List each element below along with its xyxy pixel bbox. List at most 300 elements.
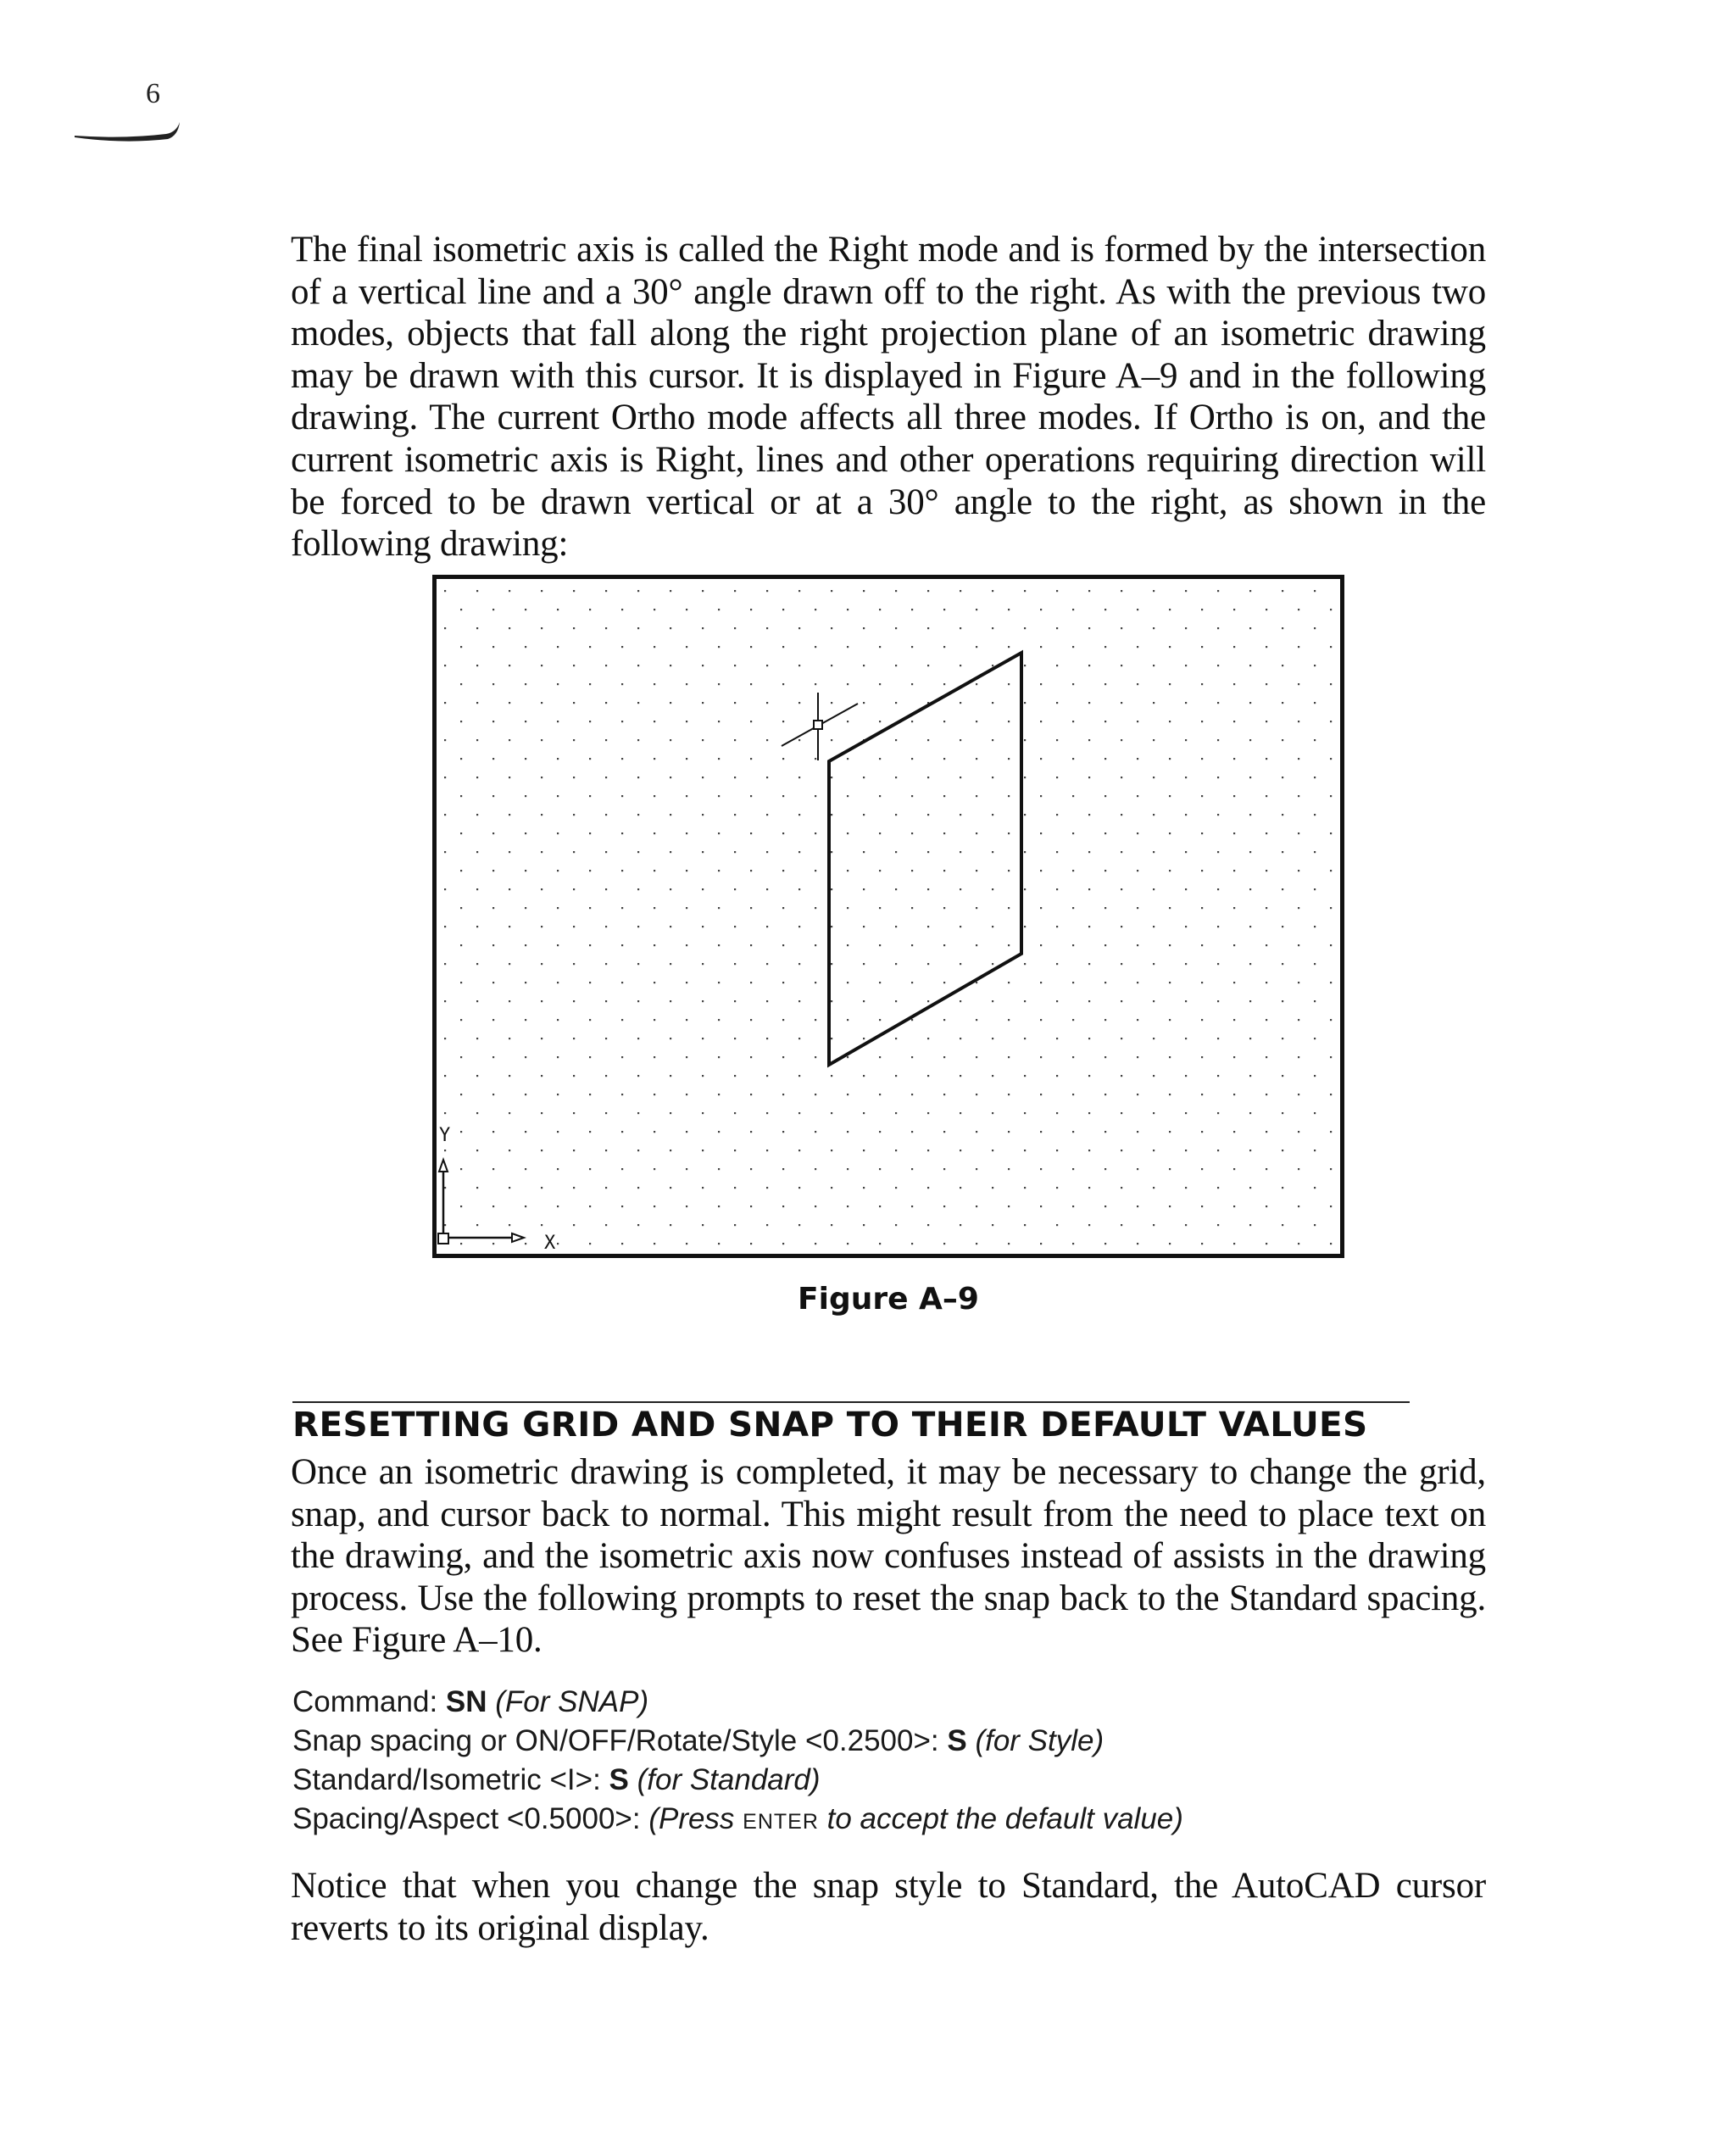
grid-dot <box>573 851 575 853</box>
grid-dot <box>960 888 961 890</box>
grid-dot <box>557 795 559 797</box>
grid-dot <box>557 982 559 983</box>
enter-key-label: ENTER <box>743 1810 819 1834</box>
grid-dot <box>782 721 784 722</box>
grid-dot <box>509 665 510 666</box>
grid-dot <box>992 1187 993 1189</box>
grid-dot <box>1330 944 1332 946</box>
grid-dot <box>1008 907 1010 909</box>
grid-dot <box>1104 721 1106 722</box>
grid-dot <box>670 1150 671 1151</box>
grid-dot <box>895 1112 897 1114</box>
grid-dot <box>460 982 462 983</box>
grid-dot <box>1282 814 1283 816</box>
grid-dot <box>879 758 881 760</box>
grid-dot <box>1088 665 1090 666</box>
grid-dot <box>1330 1205 1332 1207</box>
grid-dot <box>1137 1243 1138 1244</box>
grid-dot <box>1153 1000 1155 1002</box>
grid-dot <box>702 590 704 592</box>
grid-dot <box>1072 1056 1074 1058</box>
grid-dot <box>492 1131 494 1133</box>
grid-dot <box>509 851 510 853</box>
grid-dot <box>1040 982 1042 983</box>
grid-dot <box>509 1000 510 1002</box>
grid-dot <box>460 1205 462 1207</box>
grid-dot <box>943 832 945 834</box>
grid-dot <box>1249 1075 1251 1077</box>
grid-dot <box>766 739 768 741</box>
grid-dot <box>589 683 591 685</box>
grid-dot <box>1217 1187 1219 1189</box>
grid-dot <box>863 1112 865 1114</box>
grid-dot <box>798 1150 800 1151</box>
grid-dot <box>1072 870 1074 871</box>
grid-dot <box>589 870 591 871</box>
grid-dot <box>1233 1205 1235 1207</box>
grid-dot <box>782 683 784 685</box>
grid-dot <box>686 683 687 685</box>
grid-dot <box>1201 683 1203 685</box>
grid-dot <box>1088 1112 1090 1114</box>
grid-dot <box>863 814 865 816</box>
grid-dot <box>509 590 510 592</box>
grid-dot <box>831 1000 832 1002</box>
grid-dot <box>1249 702 1251 704</box>
grid-dot <box>831 702 832 704</box>
grid-dot <box>1249 1038 1251 1039</box>
grid-dot <box>525 832 526 834</box>
grid-dot <box>621 944 623 946</box>
grid-dot <box>1169 1205 1171 1207</box>
grid-dot <box>702 963 704 965</box>
grid-dot <box>573 1075 575 1077</box>
grid-dot <box>589 1168 591 1170</box>
grid-dot <box>895 851 897 853</box>
grid-dot <box>492 1094 494 1095</box>
grid-dot <box>541 888 542 890</box>
grid-dot <box>1169 683 1171 685</box>
grid-dot <box>847 1019 849 1021</box>
grid-dot <box>573 1224 575 1226</box>
grid-dot <box>509 1150 510 1151</box>
grid-dot <box>992 814 993 816</box>
grid-dot <box>492 1205 494 1207</box>
grid-dot <box>637 702 639 704</box>
grid-dot <box>637 814 639 816</box>
grid-dot <box>815 1205 816 1207</box>
grid-dot <box>541 627 542 629</box>
grid-dot <box>1201 721 1203 722</box>
grid-dot <box>943 1131 945 1133</box>
grid-dot <box>1121 963 1122 965</box>
grid-dot <box>460 683 462 685</box>
grid-dot <box>621 609 623 610</box>
grid-dot <box>734 1075 736 1077</box>
grid-dot <box>637 1075 639 1077</box>
grid-dot <box>1233 795 1235 797</box>
grid-dot <box>573 1000 575 1002</box>
grid-dot <box>976 758 977 760</box>
grid-dot <box>718 646 720 648</box>
grid-dot <box>525 870 526 871</box>
grid-dot <box>863 1075 865 1077</box>
grid-dot <box>1282 739 1283 741</box>
grid-dot <box>654 982 655 983</box>
grid-dot <box>1153 665 1155 666</box>
grid-dot <box>1298 944 1299 946</box>
grid-dot <box>815 907 816 909</box>
grid-dot <box>1040 609 1042 610</box>
grid-dot <box>750 758 752 760</box>
grid-dot <box>863 1150 865 1151</box>
grid-dot <box>750 609 752 610</box>
grid-dot <box>1008 683 1010 685</box>
grid-dot <box>1282 627 1283 629</box>
section-rule <box>292 1401 1410 1403</box>
grid-dot <box>927 888 929 890</box>
grid-dot <box>1137 646 1138 648</box>
grid-dot <box>847 907 849 909</box>
grid-dot <box>654 1243 655 1244</box>
grid-dot <box>702 702 704 704</box>
grid-dot <box>670 926 671 927</box>
grid-dot <box>492 907 494 909</box>
grid-dot <box>589 1243 591 1244</box>
grid-dot <box>557 646 559 648</box>
grid-dot <box>1024 1038 1026 1039</box>
grid-dot <box>1249 963 1251 965</box>
grid-dot <box>1201 758 1203 760</box>
grid-dot <box>1104 758 1106 760</box>
grid-dot <box>1217 665 1219 666</box>
grid-dot <box>1282 963 1283 965</box>
grid-dot <box>750 982 752 983</box>
grid-dot <box>863 777 865 778</box>
grid-dot <box>798 851 800 853</box>
grid-dot <box>1008 609 1010 610</box>
grid-dot <box>1121 702 1122 704</box>
grid-dot <box>1024 777 1026 778</box>
grid-dot <box>605 1075 607 1077</box>
grid-dot <box>541 851 542 853</box>
grid-dot <box>976 1243 977 1244</box>
grid-dot <box>476 814 478 816</box>
grid-dot <box>557 832 559 834</box>
grid-dot <box>654 646 655 648</box>
grid-dot <box>605 814 607 816</box>
grid-dot <box>670 1224 671 1226</box>
grid-dot <box>460 609 462 610</box>
grid-dot <box>1088 1187 1090 1189</box>
grid-dot <box>573 963 575 965</box>
grid-dot <box>605 851 607 853</box>
grid-dot <box>927 590 929 592</box>
grid-dot <box>1185 665 1187 666</box>
command-line-1: Command: SN (For SNAP) <box>292 1685 649 1718</box>
grid-dot <box>1169 832 1171 834</box>
grid-dot <box>766 963 768 965</box>
grid-dot <box>1266 721 1267 722</box>
grid-dot <box>1169 1056 1171 1058</box>
grid-dot <box>911 683 913 685</box>
grid-dot <box>1104 1056 1106 1058</box>
grid-dot <box>1185 1112 1187 1114</box>
grid-dot <box>911 646 913 648</box>
grid-dot <box>718 1243 720 1244</box>
grid-dot <box>815 832 816 834</box>
grid-dot <box>782 1019 784 1021</box>
grid-dot <box>879 683 881 685</box>
grid-dot <box>509 963 510 965</box>
grid-dot <box>718 1131 720 1133</box>
grid-dot <box>492 832 494 834</box>
grid-dot <box>1282 777 1283 778</box>
grid-dot <box>734 777 736 778</box>
grid-dot <box>589 646 591 648</box>
grid-dot <box>637 926 639 927</box>
grid-dot <box>525 1168 526 1170</box>
grid-dot <box>1330 646 1332 648</box>
grid-dot <box>621 795 623 797</box>
grid-dot <box>1121 590 1122 592</box>
grid-dot <box>1121 926 1122 927</box>
grid-dot <box>895 1075 897 1077</box>
grid-dot <box>766 851 768 853</box>
grid-dot <box>686 870 687 871</box>
grid-dot <box>1008 1056 1010 1058</box>
grid-dot <box>1056 963 1058 965</box>
grid-dot <box>815 758 816 760</box>
grid-dot <box>1185 1038 1187 1039</box>
grid-dot <box>541 739 542 741</box>
grid-dot <box>1088 851 1090 853</box>
grid-dot <box>1137 982 1138 983</box>
grid-dot <box>1266 795 1267 797</box>
grid-dot <box>1024 739 1026 741</box>
grid-dot <box>686 795 687 797</box>
grid-dot <box>525 683 526 685</box>
grid-dot <box>654 870 655 871</box>
grid-dot <box>831 739 832 741</box>
grid-dot <box>1040 944 1042 946</box>
grid-dot <box>1072 646 1074 648</box>
grid-dot <box>1266 907 1267 909</box>
grid-dot <box>1185 963 1187 965</box>
grid-dot <box>1298 646 1299 648</box>
grid-dot <box>702 739 704 741</box>
grid-dot <box>621 683 623 685</box>
grid-dot <box>444 888 446 890</box>
grid-dot <box>1056 739 1058 741</box>
grid-dot <box>476 1150 478 1151</box>
grid-dot <box>1008 795 1010 797</box>
grid-dot <box>1217 963 1219 965</box>
grid-dot <box>1072 1131 1074 1133</box>
grid-dot <box>1072 982 1074 983</box>
grid-dot <box>798 814 800 816</box>
grid-dot <box>654 832 655 834</box>
grid-dot <box>766 665 768 666</box>
grid-dot <box>492 721 494 722</box>
grid-dot <box>750 1205 752 1207</box>
grid-dot <box>1249 627 1251 629</box>
grid-dot <box>750 944 752 946</box>
grid-dot <box>1217 590 1219 592</box>
grid-dot <box>815 1243 816 1244</box>
grid-dot <box>1024 1112 1026 1114</box>
grid-dot <box>1233 944 1235 946</box>
grid-dot <box>992 590 993 592</box>
grid-dot <box>492 795 494 797</box>
grid-dot <box>976 832 977 834</box>
grid-dot <box>863 888 865 890</box>
grid-dot <box>702 1224 704 1226</box>
grid-dot <box>1072 944 1074 946</box>
grid-dot <box>1056 1224 1058 1226</box>
grid-dot <box>976 721 977 722</box>
grid-dot <box>1056 926 1058 927</box>
grid-dot <box>1298 609 1299 610</box>
grid-dot <box>1072 683 1074 685</box>
grid-dot <box>750 1168 752 1170</box>
grid-dot <box>798 888 800 890</box>
grid-dot <box>1153 1075 1155 1077</box>
grid-dot <box>734 963 736 965</box>
section-heading: RESETTING GRID AND SNAP TO THEIR DEFAULT VALUES <box>292 1404 1368 1445</box>
grid-dot <box>621 1243 623 1244</box>
grid-dot <box>943 646 945 648</box>
grid-dot <box>1169 609 1171 610</box>
grid-dot <box>782 646 784 648</box>
grid-dot <box>476 851 478 853</box>
grid-dot <box>927 926 929 927</box>
grid-dot <box>492 1056 494 1058</box>
grid-dot <box>1088 1075 1090 1077</box>
grid-dot <box>1249 1000 1251 1002</box>
grid-dot <box>1233 1243 1235 1244</box>
grid-dot <box>1201 1019 1203 1021</box>
grid-dot <box>879 1094 881 1095</box>
grid-dot <box>895 1000 897 1002</box>
grid-dot <box>960 814 961 816</box>
grid-dot <box>750 1094 752 1095</box>
grid-dot <box>1185 926 1187 927</box>
grid-dot <box>782 1168 784 1170</box>
grid-dot <box>895 702 897 704</box>
grid-dot <box>911 1019 913 1021</box>
grid-dot <box>573 739 575 741</box>
grid-dot <box>1298 1168 1299 1170</box>
grid-dot <box>1266 944 1267 946</box>
grid-dot <box>509 702 510 704</box>
grid-dot <box>1153 888 1155 890</box>
grid-dot <box>670 851 671 853</box>
grid-dot <box>1330 1131 1332 1133</box>
grid-dot <box>1185 1075 1187 1077</box>
grid-dot <box>1185 1187 1187 1189</box>
grid-dot <box>992 926 993 927</box>
grid-dot <box>718 683 720 685</box>
grid-dot <box>444 627 446 629</box>
grid-dot <box>1169 1019 1171 1021</box>
grid-dot <box>557 1168 559 1170</box>
grid-dot <box>1185 888 1187 890</box>
grid-dot <box>1266 758 1267 760</box>
grid-dot <box>621 758 623 760</box>
grid-dot <box>557 870 559 871</box>
grid-dot <box>637 1187 639 1189</box>
grid-dot <box>1298 982 1299 983</box>
grid-dot <box>766 814 768 816</box>
grid-dot <box>460 944 462 946</box>
grid-dot <box>509 888 510 890</box>
grid-dot <box>943 1094 945 1095</box>
grid-dot <box>541 1224 542 1226</box>
grid-dot <box>782 795 784 797</box>
grid-dot <box>879 721 881 722</box>
grid-dot <box>1266 1131 1267 1133</box>
grid-dot <box>492 1019 494 1021</box>
grid-dot <box>815 982 816 983</box>
grid-dot <box>637 739 639 741</box>
grid-dot <box>1298 870 1299 871</box>
grid-dot <box>541 590 542 592</box>
grid-dot <box>1298 832 1299 834</box>
grid-dot <box>815 870 816 871</box>
grid-dot <box>1088 590 1090 592</box>
grid-dot <box>1217 1000 1219 1002</box>
grid-dot <box>541 1038 542 1039</box>
grid-dot <box>1249 1187 1251 1189</box>
grid-dot <box>1249 1112 1251 1114</box>
grid-dot <box>782 758 784 760</box>
grid-dot <box>1104 982 1106 983</box>
grid-dot <box>1314 627 1316 629</box>
grid-dot <box>1040 1056 1042 1058</box>
grid-dot <box>525 795 526 797</box>
grid-dot <box>573 1150 575 1151</box>
grid-dot <box>541 1075 542 1077</box>
grid-dot <box>573 814 575 816</box>
grid-dot <box>1314 590 1316 592</box>
grid-dot <box>541 814 542 816</box>
grid-dot <box>847 758 849 760</box>
grid-dot <box>1072 758 1074 760</box>
grid-dot <box>976 1056 977 1058</box>
grid-dot <box>766 590 768 592</box>
grid-dot <box>895 1187 897 1189</box>
grid-dot <box>1233 1168 1235 1170</box>
grid-dot <box>782 1094 784 1095</box>
grid-dot <box>1298 1094 1299 1095</box>
grid-dot <box>589 1094 591 1095</box>
grid-dot <box>1266 870 1267 871</box>
grid-dot <box>782 870 784 871</box>
grid-dot <box>1008 1131 1010 1133</box>
grid-dot <box>718 721 720 722</box>
grid-dot <box>1249 739 1251 741</box>
grid-dot <box>798 1112 800 1114</box>
grid-dot <box>621 1056 623 1058</box>
grid-dot <box>605 590 607 592</box>
grid-dot <box>1233 1019 1235 1021</box>
command-prompts <box>292 1683 1183 1841</box>
grid-dot <box>1137 683 1138 685</box>
figure-a9-drawing <box>432 575 1344 1258</box>
grid-dot <box>444 814 446 816</box>
grid-dot <box>654 907 655 909</box>
